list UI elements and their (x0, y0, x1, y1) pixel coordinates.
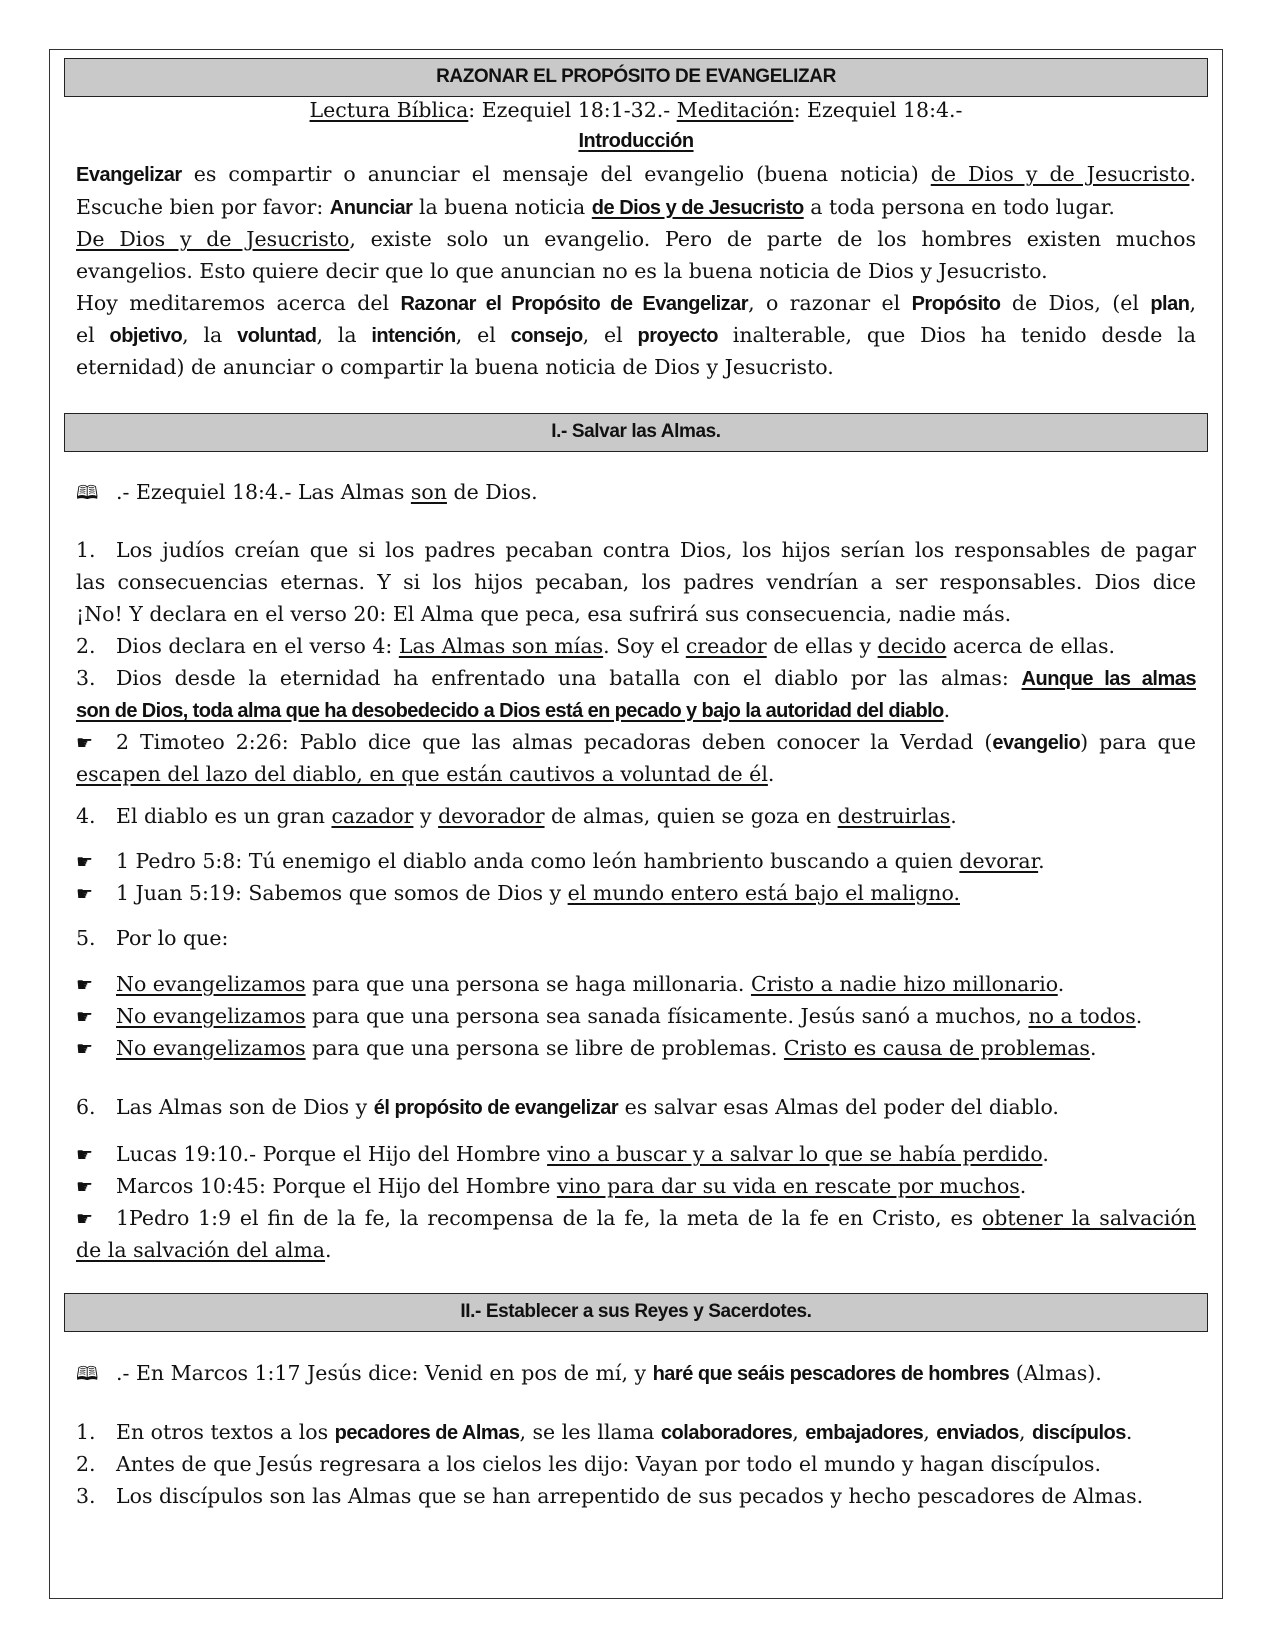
s1-point-4 (76, 800, 1196, 833)
text-underlined: Cristo es causa de problemas (783, 1036, 1090, 1060)
text: de almas, quien se goza en (544, 804, 838, 828)
pointing-hand-icon: ☛ (76, 1208, 94, 1230)
s2-point-2 (76, 1448, 1196, 1481)
text: .- Ezequiel 18:4.- Las Almas (116, 480, 411, 504)
list-number: 6. (76, 1095, 96, 1119)
s1-point-3-line-2 (76, 694, 1196, 728)
s1-point-1-line-3: ¡No! Y declara en el verso 20: El Alma que peca, esa sufrirá sus consecuencia, nadie más. (76, 602, 1012, 626)
text: . Soy el (603, 634, 686, 658)
text: . (1038, 849, 1045, 873)
text: , el (582, 323, 638, 347)
pointing-hand-icon: ☛ (76, 732, 94, 754)
s1-bullet-2timoteo-line-1 (76, 726, 1196, 760)
text: . (1125, 1420, 1133, 1444)
text: de Dios. (446, 480, 538, 504)
text-underlined: decido (877, 634, 947, 658)
intro-line-1 (76, 158, 1196, 192)
pointing-hand-icon: ☛ (76, 974, 94, 996)
text: , la (316, 323, 372, 347)
lectura-label: Lectura Bíblica (309, 98, 469, 122)
s1-bullet-1pedro-1-9-line-2 (76, 1234, 1196, 1267)
s2-point-3 (76, 1480, 1196, 1513)
text: y (413, 804, 439, 828)
text: para que una persona sea sanada físicamente. Jesús sanó a muchos, (305, 1004, 1029, 1028)
text: 1Pedro 1:9 el fin de la fe, la recompensa de la fe, la meta de la fe en Cristo, es (116, 1206, 982, 1230)
text-underlined: el mundo entero está bajo el maligno. (567, 881, 961, 905)
text: (Almas). (1009, 1361, 1102, 1385)
text: ) para que (1080, 730, 1196, 754)
term: Razonar el Propósito de Evangelizar (400, 293, 749, 315)
text-underlined: escapen del lazo del diablo, en que están cautivos a voluntad de él (76, 762, 768, 786)
s1-bullet-sanada (76, 1000, 1196, 1034)
open-book-icon: 🕮 (76, 1363, 99, 1385)
term: consejo (510, 325, 583, 347)
s1-bullet-lucas (76, 1138, 1196, 1172)
pointing-hand-icon: ☛ (76, 851, 94, 873)
intro-heading-text: Introducción (578, 130, 694, 152)
text: . (1089, 1036, 1097, 1060)
text: , (792, 1420, 806, 1444)
text: , la (182, 323, 238, 347)
term: colaboradores (660, 1422, 793, 1444)
term: evangelio (992, 732, 1081, 754)
text-underlined: de Dios y de Jesucristo (930, 162, 1190, 186)
text-underlined: devorador (438, 804, 545, 828)
intro-line-4: evangelios. Esto quiere decir que lo que anuncian no es la buena noticia de Dios y Jesucristo. (76, 259, 1048, 283)
text: , (923, 1420, 937, 1444)
text-underlined: devorar (959, 849, 1039, 873)
text: . (1019, 1174, 1027, 1198)
intro-line-5 (76, 287, 1196, 321)
text: En otros textos a los (116, 1420, 335, 1444)
term: proyecto (637, 325, 718, 347)
text: el (76, 323, 110, 347)
list-number: 1. (76, 538, 96, 562)
meditacion-ref: : Ezequiel 18:4.- (793, 98, 963, 122)
text-underlined: son (410, 480, 447, 504)
text-underlined: No evangelizamos (116, 1004, 306, 1028)
text: Los discípulos son las Almas que se han arrepentido de sus pecados y hecho pescadores de Almas. (116, 1484, 1144, 1508)
text: . (767, 762, 775, 786)
s1-point-1-line-1 (76, 534, 1196, 567)
text: . (950, 804, 957, 828)
s1-point-2 (76, 630, 1196, 663)
text: . (1042, 1142, 1049, 1166)
term: embajadores (805, 1422, 924, 1444)
text: . (1189, 162, 1196, 186)
intro-line-2 (76, 191, 1196, 225)
text-underlined: cazador (331, 804, 414, 828)
text-underlined: No evangelizamos (116, 972, 306, 996)
text: . (943, 698, 951, 722)
text: inalterable, que Dios ha tenido desde la (717, 323, 1196, 347)
list-number: 5. (76, 926, 96, 950)
open-book-icon: 🕮 (76, 482, 99, 504)
text: , se les llama (519, 1420, 661, 1444)
meditacion-label: Meditación (676, 98, 794, 122)
text: Dios desde la eternidad ha enfrentado una batalla con el diablo por las almas: (116, 666, 1022, 690)
text-underlined: de la salvación del alma (76, 1238, 326, 1262)
text: acerca de ellas. (946, 634, 1116, 658)
text-underlined: Cristo a nadie hizo millonario (750, 972, 1058, 996)
text: la buena noticia (412, 195, 592, 219)
text: es salvar esas Almas del poder del diablo. (618, 1095, 1059, 1119)
s1-point-5 (76, 922, 1196, 955)
text: , (1189, 291, 1196, 315)
text: Las Almas son de Dios y (116, 1095, 374, 1119)
term-underlined: son de Dios, toda alma que ha desobedecido a Dios está en pecado y bajo la autoridad del diablo (76, 700, 944, 722)
text: para que una persona se libre de problemas. (305, 1036, 784, 1060)
text: El diablo es un gran (116, 804, 332, 828)
lectura-ref: : Ezequiel 18:1-32.- (468, 98, 677, 122)
intro-line-6 (76, 319, 1196, 353)
text: , el (455, 323, 511, 347)
document-title: RAZONAR EL PROPÓSITO DE EVANGELIZAR (64, 58, 1208, 97)
term: plan (1150, 293, 1190, 315)
text: Dios declara en el verso 4: (116, 634, 399, 658)
section-1-heading: I.- Salvar las Almas. (64, 413, 1208, 452)
term-underlined: de Dios y de Jesucristo (591, 197, 804, 219)
term: objetivo (109, 325, 183, 347)
text: , o razonar el (748, 291, 912, 315)
text: . (1135, 1004, 1143, 1028)
term: haré que seáis pescadores de hombres (652, 1363, 1010, 1385)
text: Por lo que: (116, 926, 229, 950)
list-number: 4. (76, 804, 96, 828)
text: para que una persona se haga millonaria. (305, 972, 751, 996)
pointing-hand-icon: ☛ (76, 1006, 94, 1028)
s1-bullet-2timoteo-line-2 (76, 758, 1196, 791)
text: de ellas y (766, 634, 878, 658)
text: . (1057, 972, 1065, 996)
text: Lucas 19:10.- Porque el Hijo del Hombre (116, 1142, 548, 1166)
text: , (1018, 1420, 1032, 1444)
term: voluntad (237, 325, 317, 347)
pointing-hand-icon: ☛ (76, 1038, 94, 1060)
text: Escuche bien por favor: (76, 195, 330, 219)
text: Hoy meditaremos acerca del (76, 291, 401, 315)
list-number: 2. (76, 1452, 96, 1476)
pointing-hand-icon: ☛ (76, 1176, 94, 1198)
text-underlined: vino para dar su vida en rescate por muchos (556, 1174, 1020, 1198)
page-frame (49, 49, 1223, 1599)
intro-line-3 (76, 223, 1196, 256)
text: 1 Juan 5:19: Sabemos que somos de Dios y (116, 881, 568, 905)
text-underlined: vino a buscar y a salvar lo que se había perdido (547, 1142, 1043, 1166)
text: Marcos 10:45: Porque el Hijo del Hombre (116, 1174, 557, 1198)
term: Evangelizar (76, 164, 182, 186)
intro-heading (76, 124, 1196, 158)
text-underlined: Las Almas son mías (398, 634, 604, 658)
term: pecadores de Almas (334, 1422, 520, 1444)
section-2-heading: II.- Establecer a sus Reyes y Sacerdotes. (64, 1293, 1208, 1332)
s1-bullet-1pedro (76, 845, 1196, 879)
text: de Dios, (el (1000, 291, 1151, 315)
list-number: 3. (76, 666, 96, 690)
text: es compartir o anunciar el mensaje del evangelio (buena noticia) (181, 162, 931, 186)
text: Antes de que Jesús regresara a los cielos les dijo: Vayan por todo el mundo y hagan discípulos. (116, 1452, 1101, 1476)
text-underlined: obtener la salvación (981, 1206, 1196, 1230)
text: 1 Pedro 5:8: Tú enemigo el diablo anda como león hambriento buscando a quien (116, 849, 960, 873)
text-underlined: De Dios y de Jesucristo (76, 227, 350, 251)
s2-point-1 (76, 1416, 1196, 1450)
text: Los judíos creían que si los padres pecaban contra Dios, los hijos serían los responsables de pagar (116, 538, 1196, 562)
s1-point-6 (76, 1091, 1196, 1125)
text: 2 Timoteo 2:26: Pablo dice que las almas pecadoras deben conocer la Verdad ( (116, 730, 993, 754)
term: discípulos (1031, 1422, 1126, 1444)
s1-bullet-1juan (76, 877, 1196, 911)
s1-point-1-line-2: las consecuencias eternas. Y si los hijos pecaban, los padres vendrían a ser responsables. Dios dice (76, 570, 1196, 594)
intro-line-7: eternidad) de anunciar o compartir la buena noticia de Dios y Jesucristo. (76, 355, 834, 379)
reading-line (76, 94, 1196, 127)
list-number: 1. (76, 1420, 96, 1444)
list-number: 3. (76, 1484, 96, 1508)
s1-bullet-millonaria (76, 968, 1196, 1002)
pointing-hand-icon: ☛ (76, 1144, 94, 1166)
text-underlined: creador (685, 634, 767, 658)
text: .- En Marcos 1:17 Jesús dice: Venid en pos de mí, y (116, 1361, 653, 1385)
term: intención (371, 325, 456, 347)
text: , existe solo un evangelio. Pero de parte de los hombres existen muchos (349, 227, 1196, 251)
s1-bullet-1pedro-1-9-line-1 (76, 1202, 1196, 1236)
s1-point-3-line-1 (76, 662, 1196, 696)
term: Anunciar (329, 197, 413, 219)
list-number: 2. (76, 634, 96, 658)
section-1-key-verse (76, 476, 1196, 510)
section-2-key-verse (76, 1357, 1196, 1391)
term: Propósito (911, 293, 1001, 315)
s1-bullet-marcos (76, 1170, 1196, 1204)
text-underlined: destruirlas (837, 804, 951, 828)
text-underlined: No evangelizamos (116, 1036, 306, 1060)
term-underlined: Aunque las almas (1021, 668, 1196, 690)
s1-bullet-problemas (76, 1032, 1196, 1066)
text: . (325, 1238, 332, 1262)
pointing-hand-icon: ☛ (76, 883, 94, 905)
term: enviados (936, 1422, 1019, 1444)
text: a toda persona en todo lugar. (803, 195, 1115, 219)
text-underlined: no a todos (1028, 1004, 1136, 1028)
term: él propósito de evangelizar (373, 1097, 619, 1119)
